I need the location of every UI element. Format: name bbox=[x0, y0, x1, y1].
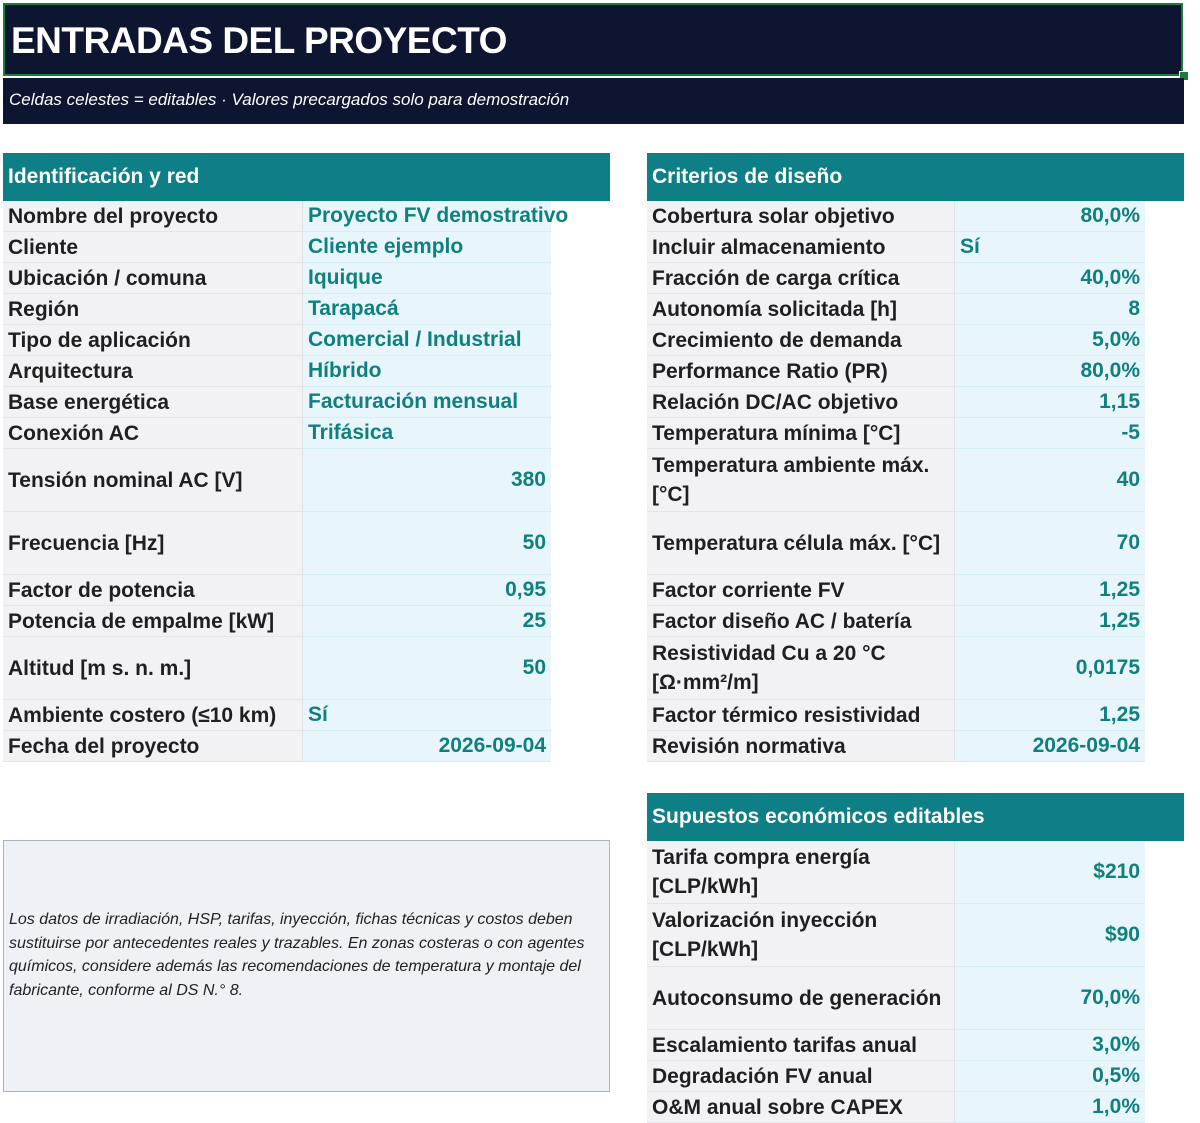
rows-criterios bbox=[647, 201, 1184, 762]
sheet-title-cell[interactable] bbox=[3, 3, 1183, 76]
row-label: O&M anual sobre CAPEX bbox=[647, 1092, 954, 1123]
page-subtitle: Celdas celestes = editables · Valores precargados solo para demostración bbox=[3, 78, 1184, 124]
editable-value-cell[interactable]: 80,0% bbox=[954, 201, 1145, 232]
table-row bbox=[647, 637, 1184, 700]
row-label: Ubicación / comuna bbox=[3, 263, 302, 294]
editable-value-cell[interactable]: 3,0% bbox=[954, 1030, 1145, 1061]
editable-value-cell[interactable]: Proyecto FV demostrativo bbox=[302, 201, 551, 232]
row-label: Resistividad Cu a 20 °C [Ω·mm²/m] bbox=[647, 637, 954, 700]
table-row bbox=[3, 201, 610, 232]
table-row bbox=[3, 418, 610, 449]
editable-value-cell[interactable]: 80,0% bbox=[954, 356, 1145, 387]
row-label: Cobertura solar objetivo bbox=[647, 201, 954, 232]
table-row bbox=[3, 512, 610, 575]
table-row bbox=[647, 575, 1184, 606]
table-row bbox=[3, 232, 610, 263]
section-identificacion bbox=[3, 153, 610, 762]
row-label: Cliente bbox=[3, 232, 302, 263]
editable-value-cell[interactable]: Trifásica bbox=[302, 418, 551, 449]
row-label: Factor diseño AC / batería bbox=[647, 606, 954, 637]
editable-value-cell[interactable]: 50 bbox=[302, 512, 551, 575]
row-label: Relación DC/AC objetivo bbox=[647, 387, 954, 418]
table-row bbox=[647, 201, 1184, 232]
row-label: Potencia de empalme [kW] bbox=[3, 606, 302, 637]
row-label: Temperatura célula máx. [°C] bbox=[647, 512, 954, 575]
editable-value-cell[interactable]: -5 bbox=[954, 418, 1145, 449]
table-row bbox=[647, 967, 1184, 1030]
editable-value-cell[interactable]: Cliente ejemplo bbox=[302, 232, 551, 263]
editable-value-cell[interactable]: $90 bbox=[954, 904, 1145, 967]
table-row bbox=[647, 232, 1184, 263]
table-row bbox=[3, 263, 610, 294]
editable-value-cell[interactable]: 25 bbox=[302, 606, 551, 637]
table-row bbox=[3, 575, 610, 606]
editable-value-cell[interactable]: Híbrido bbox=[302, 356, 551, 387]
row-label: Fecha del proyecto bbox=[3, 731, 302, 762]
table-row bbox=[647, 1030, 1184, 1061]
editable-value-cell[interactable]: 40,0% bbox=[954, 263, 1145, 294]
table-row bbox=[647, 1092, 1184, 1123]
note-box: Los datos de irradiación, HSP, tarifas, inyección, fichas técnicas y costos deben sustituirse por antecedentes reales y trazables. En zonas costeras o con agentes químicos, considere además las recomendaciones de temperatura y montaje del fabricante, conforme al DS N.° 8. bbox=[3, 840, 610, 1092]
editable-value-cell[interactable]: 1,15 bbox=[954, 387, 1145, 418]
editable-value-cell[interactable]: 380 bbox=[302, 449, 551, 512]
table-row bbox=[647, 325, 1184, 356]
row-label: Base energética bbox=[3, 387, 302, 418]
section-criterios bbox=[647, 153, 1184, 762]
table-row bbox=[647, 606, 1184, 637]
row-label: Fracción de carga crítica bbox=[647, 263, 954, 294]
section-header: Criterios de diseño bbox=[647, 153, 1184, 201]
editable-value-cell[interactable]: 2026-09-04 bbox=[302, 731, 551, 762]
row-label: Tensión nominal AC [V] bbox=[3, 449, 302, 512]
table-row bbox=[3, 449, 610, 512]
row-label: Performance Ratio (PR) bbox=[647, 356, 954, 387]
editable-value-cell[interactable]: Iquique bbox=[302, 263, 551, 294]
editable-value-cell[interactable]: 8 bbox=[954, 294, 1145, 325]
editable-value-cell[interactable]: Tarapacá bbox=[302, 294, 551, 325]
editable-value-cell[interactable]: Sí bbox=[302, 700, 551, 731]
table-row bbox=[3, 356, 610, 387]
editable-value-cell[interactable]: Comercial / Industrial bbox=[302, 325, 551, 356]
row-label: Escalamiento tarifas anual bbox=[647, 1030, 954, 1061]
table-row bbox=[3, 637, 610, 700]
table-row bbox=[3, 325, 610, 356]
page-title: ENTRADAS DEL PROYECTO bbox=[11, 20, 507, 61]
table-row bbox=[3, 606, 610, 637]
table-row bbox=[647, 904, 1184, 967]
row-label: Ambiente costero (≤10 km) bbox=[3, 700, 302, 731]
table-row bbox=[647, 731, 1184, 762]
row-label: Conexión AC bbox=[3, 418, 302, 449]
table-row bbox=[647, 512, 1184, 575]
row-label: Región bbox=[3, 294, 302, 325]
rows-economicos bbox=[647, 841, 1184, 1123]
rows-identificacion bbox=[3, 201, 610, 762]
table-row bbox=[647, 263, 1184, 294]
row-label: Altitud [m s. n. m.] bbox=[3, 637, 302, 700]
editable-value-cell[interactable]: Facturación mensual bbox=[302, 387, 551, 418]
table-row bbox=[3, 294, 610, 325]
row-label: Incluir almacenamiento bbox=[647, 232, 954, 263]
editable-value-cell[interactable]: 50 bbox=[302, 637, 551, 700]
table-row bbox=[647, 449, 1184, 512]
editable-value-cell[interactable]: 40 bbox=[954, 449, 1145, 512]
table-row bbox=[3, 700, 610, 731]
table-row bbox=[3, 387, 610, 418]
editable-value-cell[interactable]: 70 bbox=[954, 512, 1145, 575]
row-label: Nombre del proyecto bbox=[3, 201, 302, 232]
section-header: Identificación y red bbox=[3, 153, 610, 201]
row-label: Temperatura mínima [°C] bbox=[647, 418, 954, 449]
row-label: Factor corriente FV bbox=[647, 575, 954, 606]
editable-value-cell[interactable]: 5,0% bbox=[954, 325, 1145, 356]
row-label: Valorización inyección [CLP/kWh] bbox=[647, 904, 954, 967]
editable-value-cell[interactable]: 1,25 bbox=[954, 606, 1145, 637]
row-label: Tipo de aplicación bbox=[3, 325, 302, 356]
row-label: Factor de potencia bbox=[3, 575, 302, 606]
section-economicos bbox=[647, 793, 1184, 1123]
row-label: Arquitectura bbox=[3, 356, 302, 387]
table-row bbox=[647, 294, 1184, 325]
table-row bbox=[647, 356, 1184, 387]
table-row bbox=[647, 1061, 1184, 1092]
table-row bbox=[647, 387, 1184, 418]
section-header: Supuestos económicos editables bbox=[647, 793, 1184, 841]
editable-value-cell[interactable]: 1,25 bbox=[954, 700, 1145, 731]
editable-value-cell[interactable]: 1,25 bbox=[954, 575, 1145, 606]
table-row bbox=[3, 731, 610, 762]
row-label: Revisión normativa bbox=[647, 731, 954, 762]
table-row bbox=[647, 700, 1184, 731]
row-label: Autoconsumo de generación bbox=[647, 967, 954, 1030]
editable-value-cell[interactable]: 2026-09-04 bbox=[954, 731, 1145, 762]
editable-value-cell[interactable]: 1,0% bbox=[954, 1092, 1145, 1123]
row-label: Autonomía solicitada [h] bbox=[647, 294, 954, 325]
editable-value-cell[interactable]: 70,0% bbox=[954, 967, 1145, 1030]
row-label: Temperatura ambiente máx. [°C] bbox=[647, 449, 954, 512]
editable-value-cell[interactable]: Sí bbox=[954, 232, 1145, 263]
row-label: Frecuencia [Hz] bbox=[3, 512, 302, 575]
editable-value-cell[interactable]: $210 bbox=[954, 841, 1145, 904]
row-label: Degradación FV anual bbox=[647, 1061, 954, 1092]
editable-value-cell[interactable]: 0,0175 bbox=[954, 637, 1145, 700]
row-label: Factor térmico resistividad bbox=[647, 700, 954, 731]
editable-value-cell[interactable]: 0,95 bbox=[302, 575, 551, 606]
table-row bbox=[647, 418, 1184, 449]
row-label: Crecimiento de demanda bbox=[647, 325, 954, 356]
row-label: Tarifa compra energía [CLP/kWh] bbox=[647, 841, 954, 904]
editable-value-cell[interactable]: 0,5% bbox=[954, 1061, 1145, 1092]
table-row bbox=[647, 841, 1184, 904]
